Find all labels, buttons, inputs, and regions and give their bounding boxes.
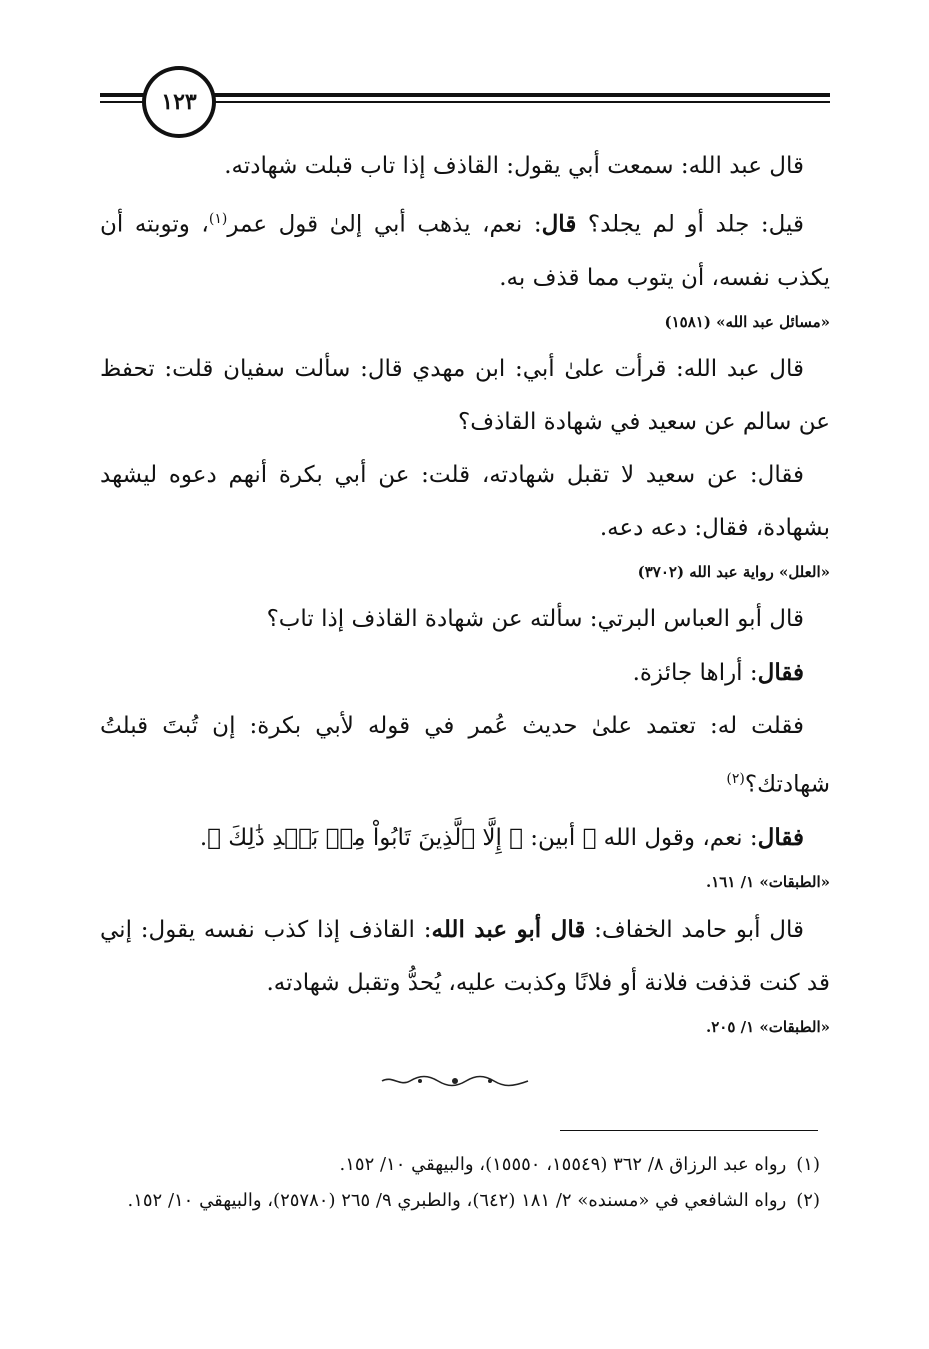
section-divider-ornament — [380, 1073, 530, 1089]
footnote — [100, 1147, 820, 1183]
speaker-label: قال أبو عبد الله — [431, 916, 586, 944]
speaker-label: فقال — [757, 658, 804, 686]
speaker-label: فقال — [757, 824, 804, 852]
paragraph — [100, 903, 830, 1010]
footnote-number: (٢) — [796, 1190, 820, 1211]
text-run: : نعم، وقول الله ﷻ أبين: ﴿ إِلَّا ٱلَّذِينَ تَابُواْ مِنۢ بَعۡدِ ذَٰلِكَ ﴾. — [199, 825, 758, 852]
paragraph: قال عبد الله: سمعت أبي يقول: القاذف إذا تاب قبلت شهادته. — [224, 153, 804, 179]
main-text — [100, 140, 830, 1048]
footnote-number: (١) — [796, 1154, 820, 1175]
paragraph — [100, 193, 830, 305]
source-citation: «الطبقات» ١/ ١٦١. — [706, 873, 830, 892]
source-citation: «العلل» رواية عبد الله (٣٧٠٢) — [637, 562, 830, 581]
footnotes — [100, 1147, 820, 1219]
speaker-label: قال — [541, 210, 577, 238]
paragraph — [100, 700, 830, 812]
paragraph — [100, 646, 830, 700]
footnote-text: رواه الشافعي في «مسنده» ٢/ ١٨١ (٦٤٢)، والطبري ٩/ ٢٦٥ (٢٥٧٨٠)، والبيهقي ١٠/ ١٥٢. — [127, 1190, 787, 1211]
text-run: : القاذف إذا كذب نفسه يقول: إني قد كنت قذفت فلانة أو فلانًا وكذبت عليه، يُحدُّ وتقبل شهادته. — [100, 917, 830, 997]
text-run: قيل: جلد أو لم يجلد؟ — [576, 211, 804, 238]
footnote-text: رواه عبد الرزاق ٨/ ٣٦٢ (١٥٥٤٩، ١٥٥٥٠)، والبيهقي ١٠/ ١٥٢. — [339, 1154, 787, 1175]
footnote-ref: (١) — [208, 211, 228, 227]
text-run: : نعم، يذهب أبي إلىٰ قول عمر — [227, 211, 542, 238]
text-run: : أراها جائزة. — [632, 659, 758, 686]
page-header — [100, 60, 830, 140]
paragraph: فقال: عن سعيد لا تقبل شهادته، قلت: عن أبي بكرة أنهم دعوه ليشهد بشهادة، فقال: دعه دعه. — [100, 461, 830, 541]
paragraph: قال أبو العباس البرتي: سألته عن شهادة القاذف إذا تاب؟ — [266, 605, 804, 632]
source-citation: «الطبقات» ١/ ٢٠٥. — [706, 1018, 830, 1037]
paragraph: قال عبد الله: قرأت علىٰ أبي: ابن مهدي قال: سألت سفيان قلت: تحفظ عن سالم عن سعيد في شهادة القاذف؟ — [100, 355, 830, 435]
text-run: قال أبو حامد الخفاف: — [585, 917, 804, 944]
paragraph — [100, 811, 830, 865]
footnote — [100, 1183, 820, 1219]
source-citation: «مسائل عبد الله» (١٥٨١) — [664, 312, 830, 331]
text-run: ، وتوبته أن يكذب نفسه، أن يتوب مما قذف به. — [100, 211, 830, 291]
footnote-separator — [560, 1130, 818, 1131]
text-run: فقلت له: تعتمد علىٰ حديث عُمر في قوله لأبي بكرة: إن تُبتَ قبلتُ شهادتك؟ — [100, 712, 830, 798]
page-number: ١٢٣ — [142, 66, 216, 138]
footnote-ref: (٢) — [726, 770, 745, 787]
